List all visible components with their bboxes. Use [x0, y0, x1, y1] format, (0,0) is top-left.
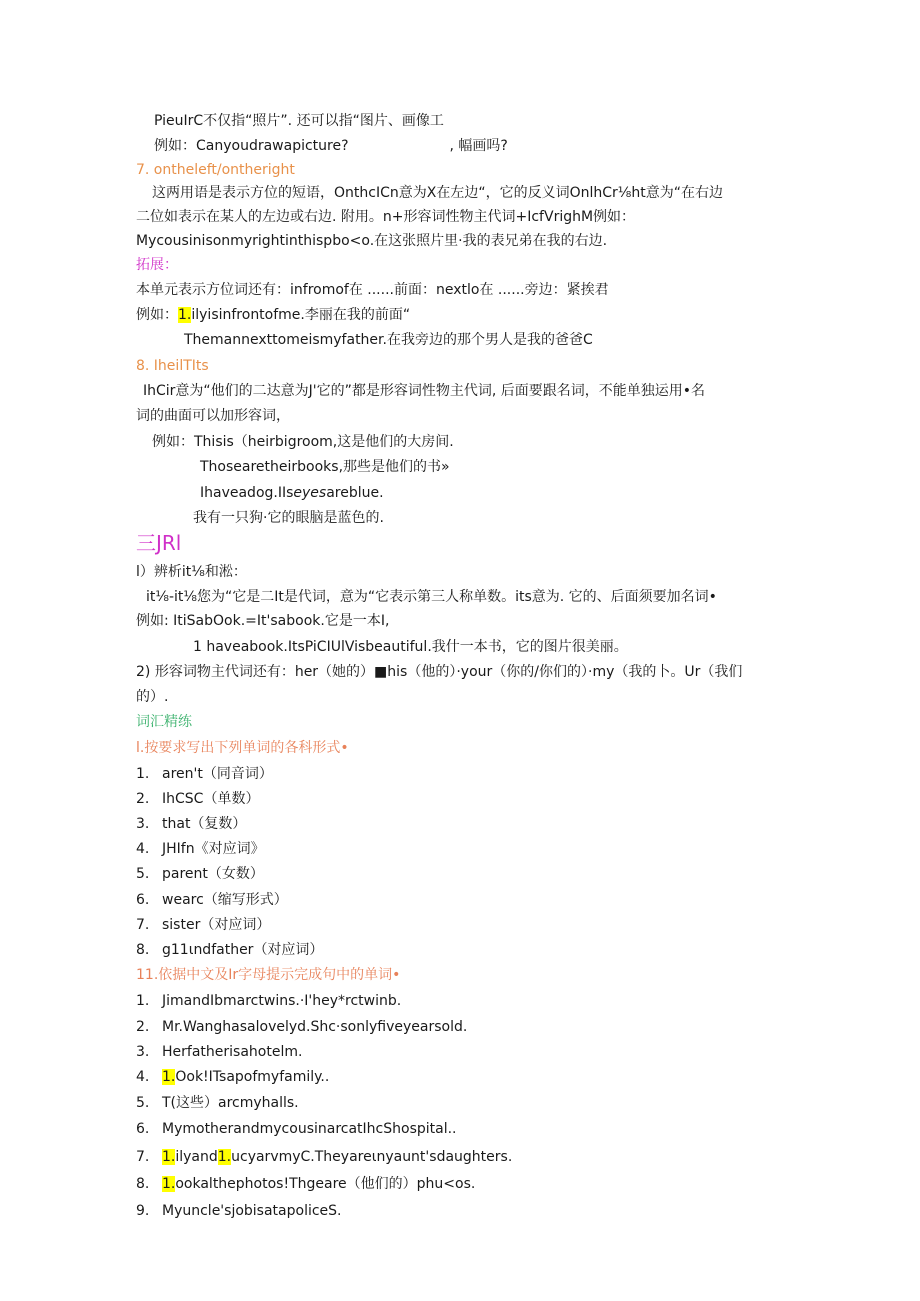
highlight-mark: 1. — [217, 1149, 232, 1165]
highlight-mark: 1. — [162, 1149, 176, 1165]
expand-para-1: 本单元表示方位词还有：infromof在 ......前面：nextlo在 ......旁边：紧挨君 — [136, 282, 609, 298]
list-item: 6. MymotherandmycousinarcatIhcShospital.. — [136, 1121, 457, 1137]
list-item: 5. T(这些）arcmyhalls. — [136, 1095, 299, 1111]
section-8-example-4: 我有一只狗·它的眼脑是蓝色的. — [193, 510, 384, 526]
section-8-para-2: 词的曲面可以加形容词， — [136, 408, 290, 424]
example-3-part-b: areblue. — [326, 485, 384, 501]
expand-heading: 拓展： — [136, 257, 178, 273]
section-8-para-1: IhCir意为“他们的二达意为J'它的”都是形容词性物主代词, 后面要跟名词，不能单独运用•名 — [143, 383, 706, 399]
example-3-italic: eyes — [293, 485, 327, 501]
list-item: 1. JimandIbmarctwins.·I'hey*rctwinb. — [136, 993, 402, 1009]
vocab-heading: 词汇精练 — [136, 714, 192, 730]
expand-example-prefix: 例如： — [136, 307, 178, 323]
section-8-example-2: Thosearetheirbooks,那些是他们的书» — [200, 459, 450, 475]
section-3-para-2: 例如: ItiSabOok.=It'sabook.它是一本I, — [136, 613, 390, 629]
vocab-part-1-heading: l.按要求写出下列单词的各科形式• — [136, 740, 349, 756]
section-3-para-5: 的）. — [136, 689, 169, 705]
vocab-part-2-heading: 11.依据中文及Ir字母提示完成句中的单词• — [136, 967, 401, 983]
section-7-para-1: 这两用语是表示方位的短语，OnthcICn意为X在左边“，它的反义词OnlhCr⅛ht意为“在右边 — [152, 185, 723, 201]
list-item: 9. Myuncle'sjobisatapoliceS. — [136, 1203, 342, 1219]
intro-line-2 — [154, 137, 508, 155]
section-7-heading: 7. ontheleft/ontheright — [136, 162, 295, 178]
list-item: 4. 1.Ook!ITsapofmyfamily.. — [136, 1069, 330, 1085]
list-item: 2. IhCSC（单数） — [136, 791, 260, 807]
highlight-mark: 1. — [162, 1069, 176, 1085]
intro-example: 例如：Canyoudrawapicture? — [154, 138, 349, 154]
expand-example-text: ilyisinfrontofme.李丽在我的前面“ — [191, 307, 411, 323]
list-item: 2. Mr.Wanghasalovelyd.Shc·sonlyfiveyearsold. — [136, 1019, 468, 1035]
section-8-heading: 8. IheilTIts — [136, 358, 209, 374]
example-3-part-a: Ihaveadog.IIs — [200, 485, 294, 501]
intro-translation: , 幅画吗? — [449, 138, 508, 154]
section-3-para-3: 1 haveabook.ItsPiCIUlVisbeautiful.我什一本书，它的图片很美丽。 — [193, 639, 628, 655]
list-item: 3. that（复数） — [136, 816, 247, 832]
section-8-example-3 — [200, 484, 384, 502]
section-3-sub-1: l）辨析it⅛和淞： — [136, 564, 247, 580]
highlight-mark: 1. — [162, 1176, 176, 1192]
section-3-heading: 三JRl — [136, 531, 182, 555]
highlight-mark: 1. — [178, 307, 192, 323]
list-item: 4. JHIfn《对应词》 — [136, 841, 265, 857]
section-3-para-4: 2) 形容词物主代词还有：her（她的）■his（他的）·your（你的/你们的）·my（我的卜。Ur（我们 — [136, 664, 743, 680]
list-item: 3. Herfatherisahotelm. — [136, 1044, 303, 1060]
expand-example-1 — [136, 306, 410, 324]
list-item: 6. wearc（缩写形式） — [136, 892, 288, 908]
expand-example-2: Themannexttomeismyfather.在我旁边的那个男人是我的爸爸C — [184, 332, 593, 348]
section-3-para-1: it⅛-it⅛您为“它是二It是代词，意为“它表示第三人称单数。its意为. 它的、后面须要加名词• — [146, 589, 717, 605]
intro-line-1: PieuIrC不仅指“照片”. 还可以指“图片、画像工 — [154, 113, 444, 129]
section-8-example-1: 例如：Thisis（heirbigroom,这是他们的大房间. — [152, 434, 454, 450]
section-7-para-2: 二位如表示在某人的左边或右边. 附用。n+形容词性物主代词+IcfVrighM例如： — [136, 209, 636, 225]
list-item: 5. parent（女数） — [136, 866, 264, 882]
list-item: 7. 1.ilyand1.ucyarvmyC.Theyareιnyaunt'sdaughters. — [136, 1149, 513, 1165]
list-item: 1. aren't（同音词） — [136, 766, 273, 782]
list-item: 8. g11ιndfather（对应词） — [136, 942, 324, 958]
section-7-para-3: Mycousinisonmyrightinthispbo<o.在这张照片里·我的表兄弟在我的右边. — [136, 233, 608, 249]
list-item: 7. sister（对应词） — [136, 917, 271, 933]
list-item: 8. 1.ookalthephotos!Thgeare（他们的）phu<os. — [136, 1176, 476, 1192]
